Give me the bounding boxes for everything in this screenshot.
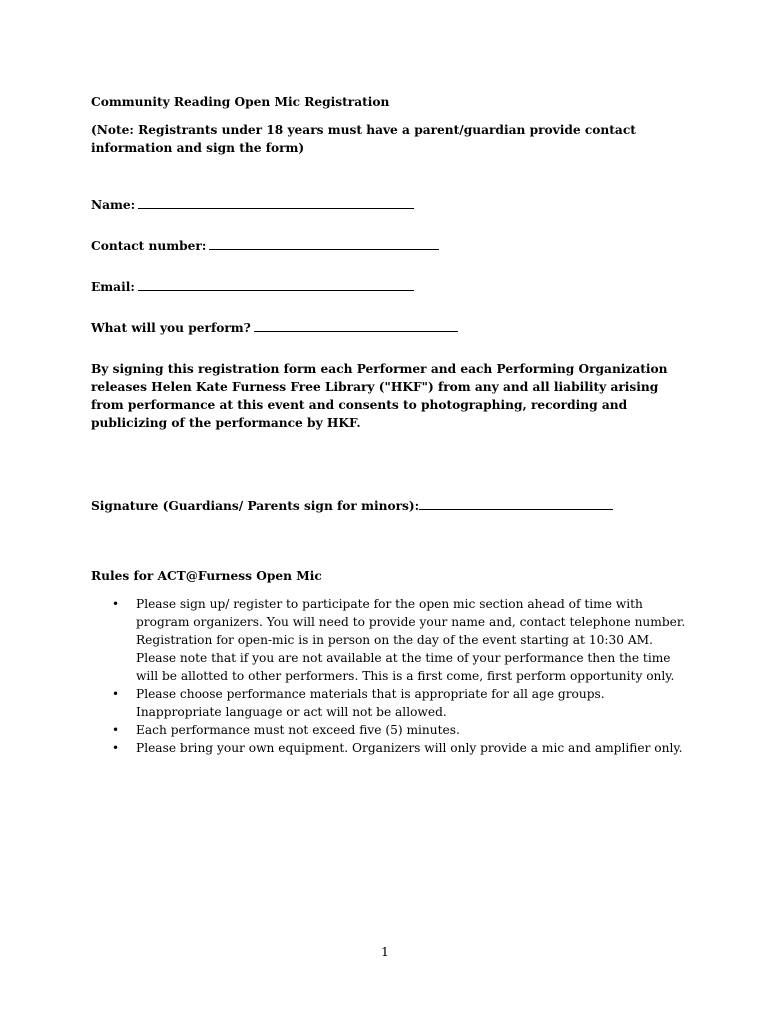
contact-number-label: Contact number: <box>91 239 207 253</box>
page-number: 1 <box>381 944 389 959</box>
perform-field <box>91 319 711 337</box>
signature-blank-line[interactable] <box>419 497 613 510</box>
bullet-icon: • <box>112 741 120 755</box>
perform-label: What will you perform? <box>91 321 251 335</box>
rule-text: Please choose performance materials that is appropriate for all age groups. Inappropriate language or act will not be allowed. <box>136 687 605 719</box>
rules-list <box>91 595 691 757</box>
rule-item <box>91 739 691 757</box>
name-label: Name: <box>91 198 136 212</box>
liability-release-paragraph: By signing this registration form each Performer and each Performing Organization releases Helen Kate Furness Free Library ("HKF") from any and all liability arising from performance at this event and consents to photographing, recording and publicizing of the performance by HKF. <box>91 362 668 430</box>
rule-text: Please sign up/ register to participate for the open mic section ahead of time with program organizers. You will need to provide your name and, contact telephone number. Registration for open-mic is in person on the day of the event starting at 10:30 AM. Please note that if you are not available at the time of your performance then the time will be allotted to other performers. This is a first come, first perform opportunity only. <box>136 597 686 683</box>
signature-label: Signature (Guardians/ Parents sign for minors): <box>91 499 420 513</box>
signature-field <box>91 497 711 515</box>
rules-heading: Rules for ACT@Furness Open Mic <box>91 569 322 583</box>
rule-item <box>91 685 691 721</box>
bullet-icon: • <box>112 687 120 701</box>
contact-number-blank-line[interactable] <box>209 237 439 250</box>
email-field <box>91 278 711 296</box>
rule-text: Each performance must not exceed five (5) minutes. <box>136 723 460 737</box>
perform-blank-line[interactable] <box>254 319 458 332</box>
rule-text: Please bring your own equipment. Organizers will only provide a mic and amplifier only. <box>136 741 683 755</box>
name-field <box>91 196 711 214</box>
bullet-icon: • <box>112 597 120 611</box>
rule-item <box>91 721 691 739</box>
bullet-icon: • <box>112 723 120 737</box>
email-label: Email: <box>91 280 135 294</box>
name-blank-line[interactable] <box>138 196 414 209</box>
contact-number-field <box>91 237 711 255</box>
form-title: Community Reading Open Mic Registration <box>91 95 390 109</box>
guardian-note: (Note: Registrants under 18 years must have a parent/guardian provide contact information and sign the form) <box>91 123 636 155</box>
email-blank-line[interactable] <box>138 278 414 291</box>
rule-item <box>91 595 691 685</box>
